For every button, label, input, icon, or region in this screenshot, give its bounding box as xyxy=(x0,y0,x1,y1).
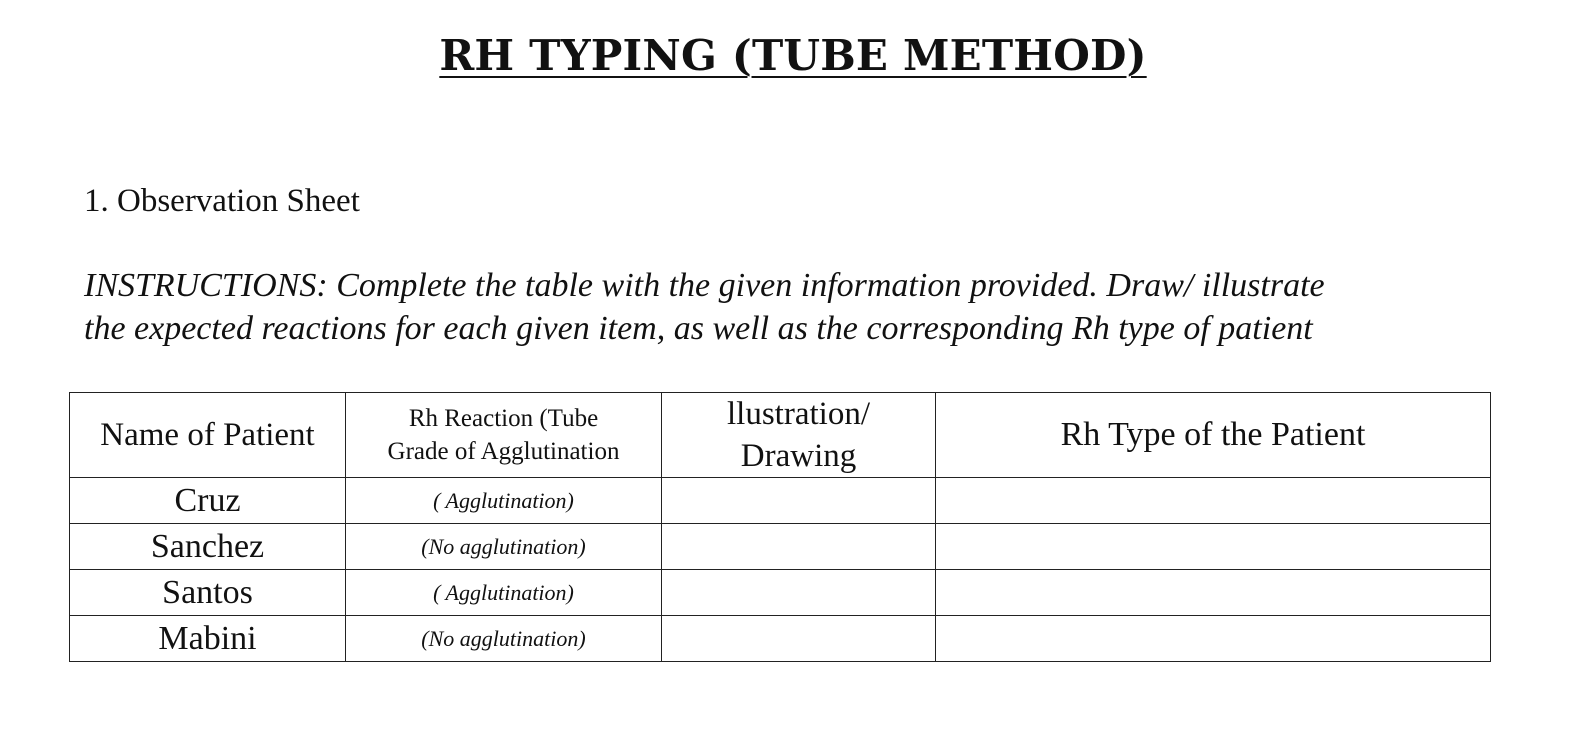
document-title: RH TYPING (TUBE METHOD) xyxy=(439,31,1147,80)
section-heading: 1. Observation Sheet xyxy=(84,183,360,219)
reaction-cell: (No agglutination) xyxy=(346,616,662,662)
rh-type-cell[interactable] xyxy=(936,524,1491,570)
illustration-cell[interactable] xyxy=(662,478,936,524)
patient-name-cell: Cruz xyxy=(70,478,346,524)
header-illustration-line-1: llustration/ xyxy=(727,396,870,432)
observation-table xyxy=(69,392,1491,662)
table-header-row xyxy=(70,393,1491,478)
reaction-cell: (No agglutination) xyxy=(346,524,662,570)
header-rh-reaction-line-2: Grade of Agglutination xyxy=(387,438,620,465)
table-row xyxy=(70,616,1491,662)
patient-name-cell: Santos xyxy=(70,570,346,616)
header-rh-reaction-line-1: Rh Reaction (Tube xyxy=(408,405,599,432)
patient-name-cell: Mabini xyxy=(70,616,346,662)
reaction-cell: ( Agglutination) xyxy=(346,478,662,524)
header-name-of-patient: Name of Patient xyxy=(70,393,346,478)
header-illustration xyxy=(662,393,936,478)
reaction-cell: ( Agglutination) xyxy=(346,570,662,616)
illustration-cell[interactable] xyxy=(662,524,936,570)
illustration-cell[interactable] xyxy=(662,570,936,616)
instructions-line-2: the expected reactions for each given item, as well as the corresponding Rh type of patient xyxy=(84,310,1313,347)
table-row xyxy=(70,570,1491,616)
patient-name-cell: Sanchez xyxy=(70,524,346,570)
rh-type-cell[interactable] xyxy=(936,478,1491,524)
illustration-cell[interactable] xyxy=(662,616,936,662)
table-row xyxy=(70,524,1491,570)
instructions-line-1: INSTRUCTIONS: Complete the table with the given information provided. Draw/ illustrate xyxy=(84,267,1325,304)
table-row xyxy=(70,478,1491,524)
instructions-text xyxy=(84,264,1504,350)
header-rh-reaction xyxy=(346,393,662,478)
rh-type-cell[interactable] xyxy=(936,616,1491,662)
header-rh-type: Rh Type of the Patient xyxy=(936,393,1491,478)
header-illustration-line-2: Drawing xyxy=(740,438,857,474)
rh-type-cell[interactable] xyxy=(936,570,1491,616)
